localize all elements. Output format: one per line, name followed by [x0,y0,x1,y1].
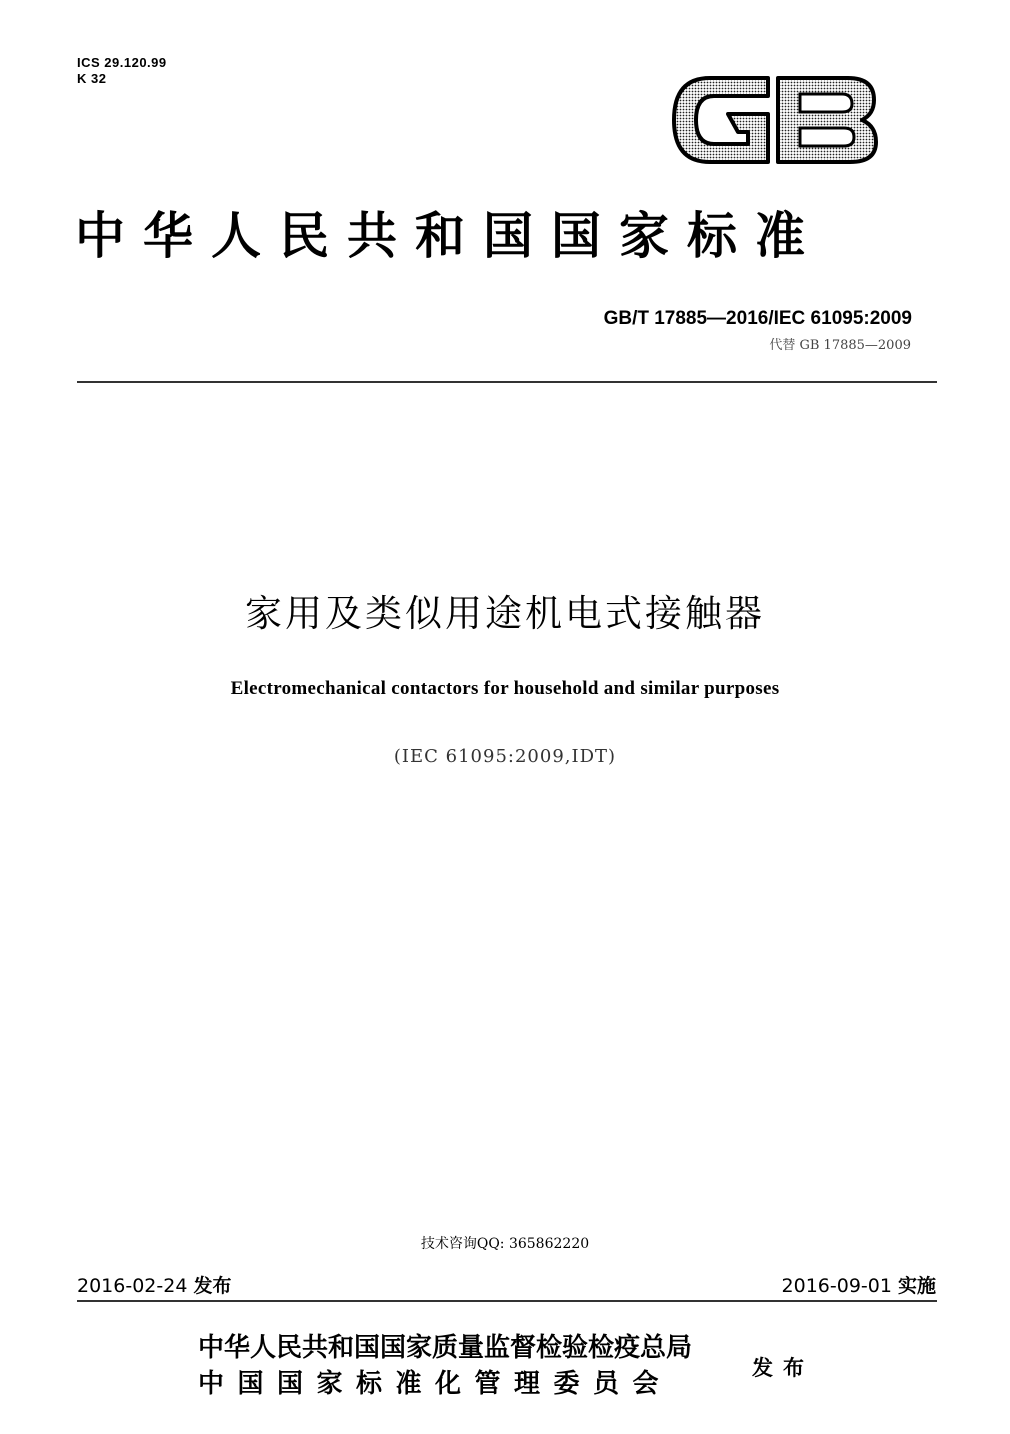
issue-label: 发布 [752,1356,814,1380]
implement-label: 实施 [897,1275,936,1297]
replaces-note: 代替 GB 17885—2009 [769,338,911,353]
standard-number: GB/T 17885—2016/IEC 61095:2009 [603,308,912,329]
issuer-sac: 中国国家标准化管理委员会 [198,1369,673,1399]
implement-date: 2016-09-01 [781,1275,892,1297]
header-divider [77,381,937,383]
document-title-english: Electromechanical contactors for household and similar purposes [230,678,780,699]
national-standard-title: 中华人民共和国国家标准 [75,207,823,265]
iec-equivalence: (IEC 61095:2009,IDT) [393,746,617,767]
implement-date-line [782,1271,936,1298]
ccs-code: K 32 [77,71,107,86]
gb-logo [670,66,880,174]
footer-divider [77,1300,937,1302]
publish-date: 2016-02-24 [77,1275,188,1297]
ics-code: ICS 29.120.99 [77,55,167,70]
issuer-aqsiq: 中华人民共和国国家质量监督检验检疫总局 [198,1333,693,1363]
publish-label: 发布 [193,1275,232,1297]
document-title-chinese: 家用及类似用途机电式接触器 [245,592,765,635]
publish-date-line [77,1271,231,1298]
technical-consult-note: 技术咨询QQ: 365862220 [420,1236,590,1252]
classification-codes [77,55,167,87]
issuing-authorities [198,1330,692,1402]
